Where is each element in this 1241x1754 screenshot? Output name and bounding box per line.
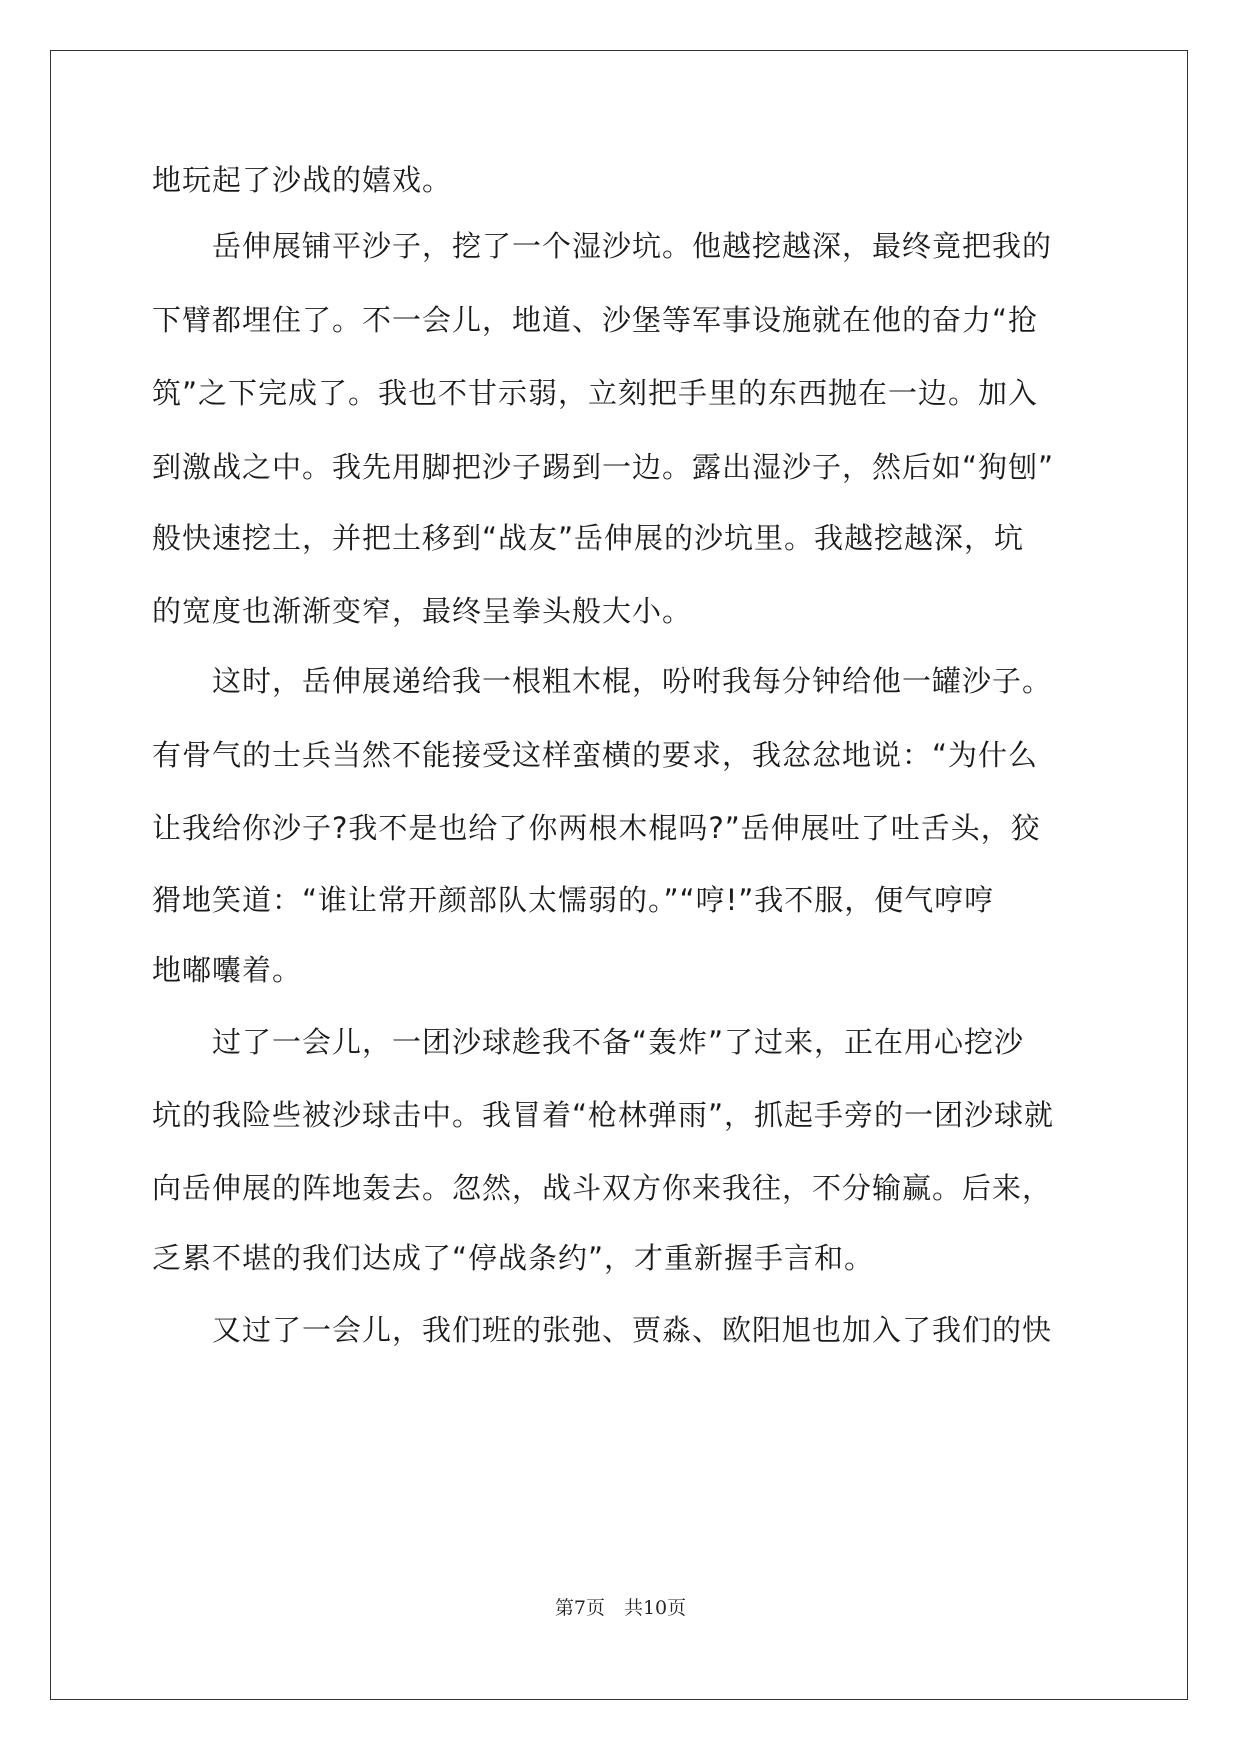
text-line: 的宽度也渐渐变窄，最终呈拳头般大小。 xyxy=(152,594,693,628)
text-line: 有骨气的士兵当然不能接受这样蛮横的要求，我忿忿地说：“为什么 xyxy=(152,738,1039,772)
page-number-footer: 第7页 共10页 xyxy=(554,1597,687,1619)
text-line: 过了一会儿，一团沙球趁我不备“轰炸”了过来，正在用心挖沙 xyxy=(152,1025,1025,1059)
text-line: 又过了一会儿，我们班的张弛、贾淼、欧阳旭也加入了我们的快 xyxy=(152,1313,1053,1347)
text-line: 岳伸展铺平沙子，挖了一个湿沙坑。他越挖越深，最终竟把我的 xyxy=(152,229,1053,263)
text-line: 让我给你沙子?我不是也给了你两根木棍吗?”岳伸展吐了吐舌头，狡 xyxy=(152,811,1041,845)
text-line: 下臂都埋住了。不一会儿，地道、沙堡等军事设施就在他的奋力“抢 xyxy=(152,303,1039,337)
text-line: 般快速挖土，并把土移到“战友”岳伸展的沙坑里。我越挖越深，坑 xyxy=(152,521,1025,555)
page-border xyxy=(50,50,1188,1700)
text-line: 乏累不堪的我们达成了“停战条约”，才重新握手言和。 xyxy=(152,1241,875,1275)
text-line: 地玩起了沙战的嬉戏。 xyxy=(152,163,453,197)
text-line: 地嘟囔着。 xyxy=(152,953,303,987)
text-line: 向岳伸展的阵地轰去。忽然，战斗双方你来我往，不分输赢。后来， xyxy=(152,1171,1053,1205)
text-line: 坑的我险些被沙球击中。我冒着“枪林弹雨”，抓起手旁的一团沙球就 xyxy=(152,1098,1055,1132)
text-line: 猾地笑道：“谁让常开颜部队太懦弱的。”“哼!”我不服，便气哼哼 xyxy=(152,883,995,917)
text-line: 这时，岳伸展递给我一根粗木棍，吩咐我每分钟给他一罐沙子。 xyxy=(152,664,1053,698)
text-line: 筑”之下完成了。我也不甘示弱，立刻把手里的东西抛在一边。加入 xyxy=(152,376,1039,410)
text-line: 到激战之中。我先用脚把沙子踢到一边。露出湿沙子，然后如“狗刨” xyxy=(152,450,1055,484)
